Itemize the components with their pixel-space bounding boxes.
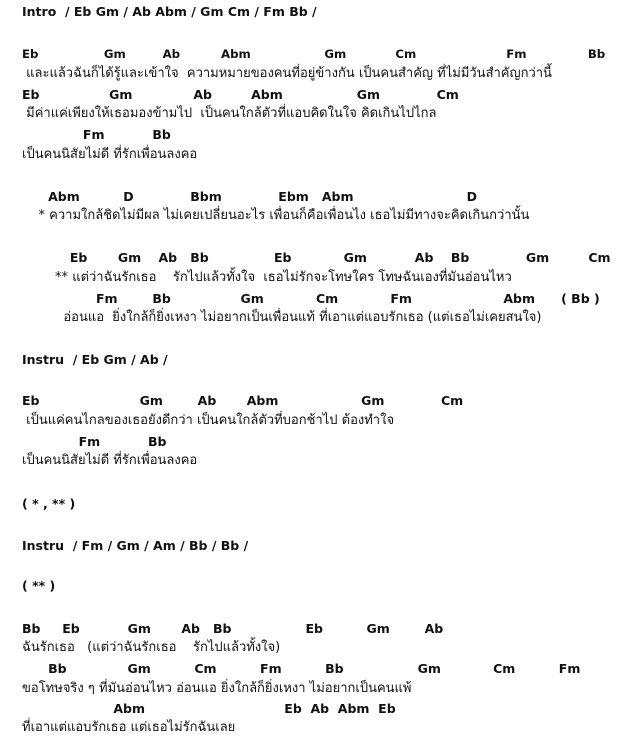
verse2-lyric-line-2: เป็นคนนิสัยไม่ดี ที่รักเพื่อนลงคอ (22, 453, 198, 468)
outro-chord-line-1: Bb Eb Gm Ab Bb Eb Gm Ab (22, 621, 444, 636)
chorus-lyric-line-2: อ่อนแอ ยิ่งใกล้ก็ยิ่งเหงา ไม่อยากเป็นเพื่อนแท้ ที่เอาแต่แอบรักเธอ (แต่เธอไม่เคยสนใจ) (22, 310, 542, 325)
instrumental-line-1: Instru / Eb Gm / Ab / (22, 352, 168, 367)
outro-lyric-line-2: ขอโทษจริง ๆ ที่มันอ่อนไหว อ่อนแอ ยิ่งใกล้ก็ยิ่งเหงา ไม่อยากเป็นคนแพ้ (22, 681, 412, 696)
chorus-lyric-line-1: ** แต่ว่าฉันรักเธอ รักไปแล้วทั้งใจ เธอไม่รักจะโทษใคร โทษฉันเองที่มันอ่อนไหว (22, 270, 512, 285)
verse2-chord-line-2: Fm Bb (22, 434, 167, 449)
chorus-chord-line-1: Eb Gm Ab Bb Eb Gm Ab Bb Gm Cm (22, 250, 611, 265)
chorus-chord-line-2: Fm Bb Gm Cm Fm Abm ( Bb ) (22, 291, 600, 306)
instrumental-line-2: Instru / Fm / Gm / Am / Bb / Bb / (22, 538, 249, 553)
verse1-chord-line-1: Eb Gm Ab Abm Gm Cm Fm Bb (22, 47, 606, 61)
prechorus-chord-line: Abm D Bbm Ebm Abm D (22, 189, 478, 204)
verse2-lyric-line-1: เป็นแค่คนไกลของเธอยังดีกว่า เป็นคนใกล้ตัวที่บอกช้าไป ต้องทำใจ (22, 413, 395, 428)
verse1-lyric-line-3: เป็นคนนิสัยไม่ดี ที่รักเพื่อนลงคอ (22, 147, 198, 162)
verse1-lyric-line-1: และแล้วฉันก็ได้รู้และเข้าใจ ความหมายของคนที่อยู่ข้างกัน เป็นคนสำคัญ ที่ไม่มีวันสำคัญกว่านี้ (22, 66, 552, 81)
outro-chord-line-2: Bb Gm Cm Fm Bb Gm Cm Fm (22, 661, 581, 676)
repeat-marker-2: ( ** ) (22, 578, 56, 593)
intro-line: Intro / Eb Gm / Ab Abm / Gm Cm / Fm Bb / (22, 4, 317, 19)
verse1-chord-line-3: Fm Bb (22, 127, 171, 142)
prechorus-lyric-line: * ความใกล้ชิดไม่มีผล ไม่เคยเปลี่ยนอะไร เพื่อนก็คือเพื่อนไง เธอไม่มีทางจะคิดเกินกว่านั้น (22, 208, 530, 223)
repeat-marker-1: ( * , ** ) (22, 496, 76, 511)
outro-lyric-line-3: ที่เอาแต่แอบรักเธอ แต่เธอไม่รักฉันเลย (22, 720, 236, 735)
verse1-lyric-line-2: มีค่าแค่เพียงให้เธอมองข้ามไป เป็นคนใกล้ตัวที่แอบคิดในใจ คิดเกินไปไกล (22, 106, 437, 121)
verse1-chord-line-2: Eb Gm Ab Abm Gm Cm (22, 87, 459, 102)
verse2-chord-line-1: Eb Gm Ab Abm Gm Cm (22, 393, 464, 408)
outro-chord-line-3: Abm Eb Ab Abm Eb (22, 701, 396, 716)
outro-lyric-line-1: ฉันรักเธอ (แต่ว่าฉันรักเธอ รักไปแล้วทั้งใจ) (22, 640, 281, 655)
